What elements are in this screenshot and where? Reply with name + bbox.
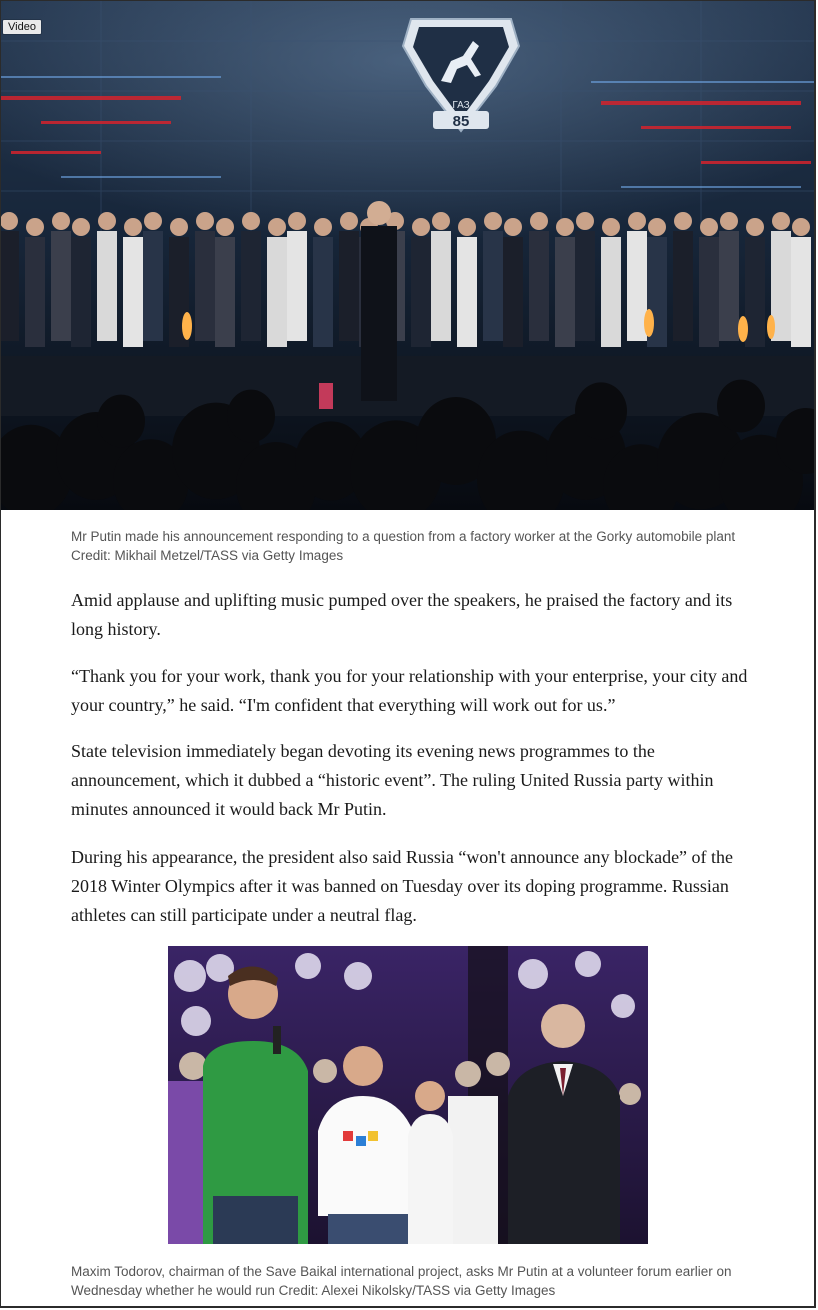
hero-photo-caption: Mr Putin made his announcement responding to a question from a factory worker at the Gorky automobile plant Credit: Mikhail Metzel/TASS via Getty Images [71,529,736,563]
forum-photo-illustration [168,946,648,1244]
article-paragraph: Amid applause and uplifting music pumped over the speakers, he praised the factory and its long history. [71,590,733,639]
svg-text:ГАЗ: ГАЗ [452,100,470,111]
article-paragraph: During his appearance, the president also said Russia “won't announce any blockade” of the 2018 Winter Olympics after it was banned on Tuesday over its doping programme. Russian athletes can still participate under a neutral flag. [71,847,734,925]
article-paragraph: State television immediately began devoting its evening news programmes to the announcement, which it dubbed a “historic event”. The ruling United Russia party within minutes announced it would back Mr Putin. [71,741,714,819]
video-badge[interactable]: Video [3,20,41,34]
hero-photo[interactable] [1,1,815,510]
forum-photo-caption: Maxim Todorov, chairman of the Save Baikal international project, asks Mr Putin at a volunteer forum earlier on Wednesday whether he would run Credit: Alexei Nikolsky/TASS via Getty Images [71,1264,732,1298]
forum-photo[interactable] [168,946,648,1244]
article-paragraph: “Thank you for your work, thank you for your relationship with your enterprise, your city and your country,” he said. “I'm confident that everything will work out for us.” [71,666,748,715]
svg-text:85: 85 [452,113,470,130]
hero-photo-illustration [1,1,815,510]
